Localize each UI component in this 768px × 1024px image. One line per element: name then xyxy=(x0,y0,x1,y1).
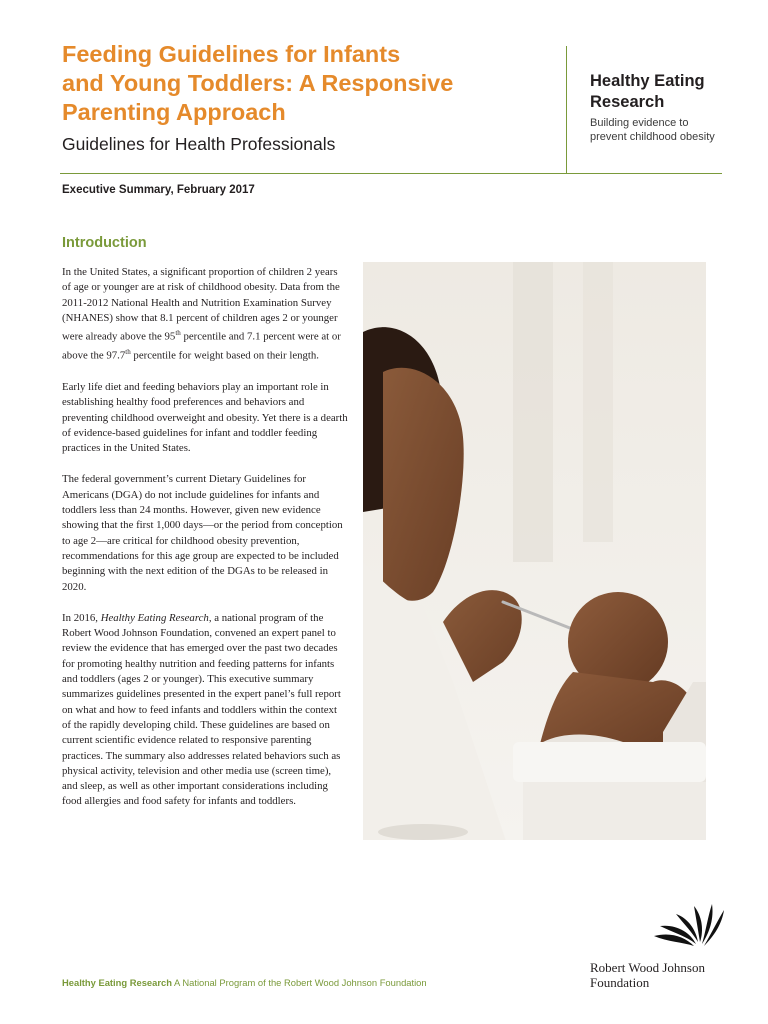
document-title xyxy=(62,40,522,127)
org-name-line: Healthy Eating xyxy=(590,72,705,90)
footer-program: A National Program of the Robert Wood Johnson Foundation xyxy=(171,977,427,988)
paragraph: Early life diet and feeding behaviors play an important role in establishing healthy food preferences and behaviors and preventing childhood overweight and obesity. Yet there is a dearth of evidence-based guidelines for infant and toddler feeding practices in the United States. xyxy=(62,380,348,455)
document-subtitle: Guidelines for Health Professionals xyxy=(62,134,336,154)
mother-feeding-baby-photo xyxy=(363,262,706,840)
header-divider-vertical xyxy=(566,46,567,174)
rwjf-wordmark xyxy=(590,960,705,990)
footer-brand: Healthy Eating Research xyxy=(62,977,172,988)
intro-body xyxy=(62,265,348,826)
org-tagline-line: Building evidence to xyxy=(590,117,689,129)
paragraph: In the United States, a significant proportion of children 2 years of age or younger are at risk of childhood obesity. Data from the 2011-2012 National Health and Nutrition Examination Survey (NHANES) show that 8.1 percent of children ages 2 or younger were already above the 95th percentile and 7.1 percent were at or above the 97.7th percentile for weight based on their length. xyxy=(62,266,341,362)
org-tagline xyxy=(590,116,750,144)
footer-credit xyxy=(62,977,427,988)
section-heading: Introduction xyxy=(62,235,147,251)
org-tagline-line: prevent childhood obesity xyxy=(590,131,715,143)
rwjf-wordmark-line: Robert Wood Johnson xyxy=(590,960,705,975)
title-line: and Young Toddlers: A Responsive xyxy=(62,70,454,96)
header-divider-horizontal xyxy=(60,173,722,174)
paragraph: The federal government’s current Dietary Guidelines for Americans (DGA) do not include guidelines for infants and toddlers less than 24 months. However, given new evidence showing that the first 1,000 days—or the period from conception to age 2—are critical for childhood obesity prevention, recommendations for this age group are expected to be included beginning with the next edition of the DGAs to be released in 2020. xyxy=(62,473,343,593)
title-line: Parenting Approach xyxy=(62,99,286,125)
executive-summary-date: Executive Summary, February 2017 xyxy=(62,184,255,196)
title-line: Feeding Guidelines for Infants xyxy=(62,41,401,67)
rwjf-wordmark-line: Foundation xyxy=(590,975,650,990)
org-name-line: Research xyxy=(590,93,665,111)
org-name xyxy=(590,71,750,113)
paragraph: In 2016, Healthy Eating Research, a national program of the Robert Wood Johnson Foundation, convened an expert panel to review the evidence that has emerged over the past two decades for promoting healthy nutrition and feeding patterns for infants and toddlers (ages 2 or younger). This executive summary summarizes guidelines presented in the expert panel’s full report on what and how to feed infants and toddlers within the context of the rapidly developing child. These guidelines are based on current scientific evidence related to responsive parenting practices. The summary also addresses related behaviors such as physical activity, television and other media use (screen time), and sleep, as well as other important considerations including food allergies and food safety for infants and toddlers. xyxy=(62,611,341,808)
rwjf-leaf-logo-icon xyxy=(650,902,726,954)
